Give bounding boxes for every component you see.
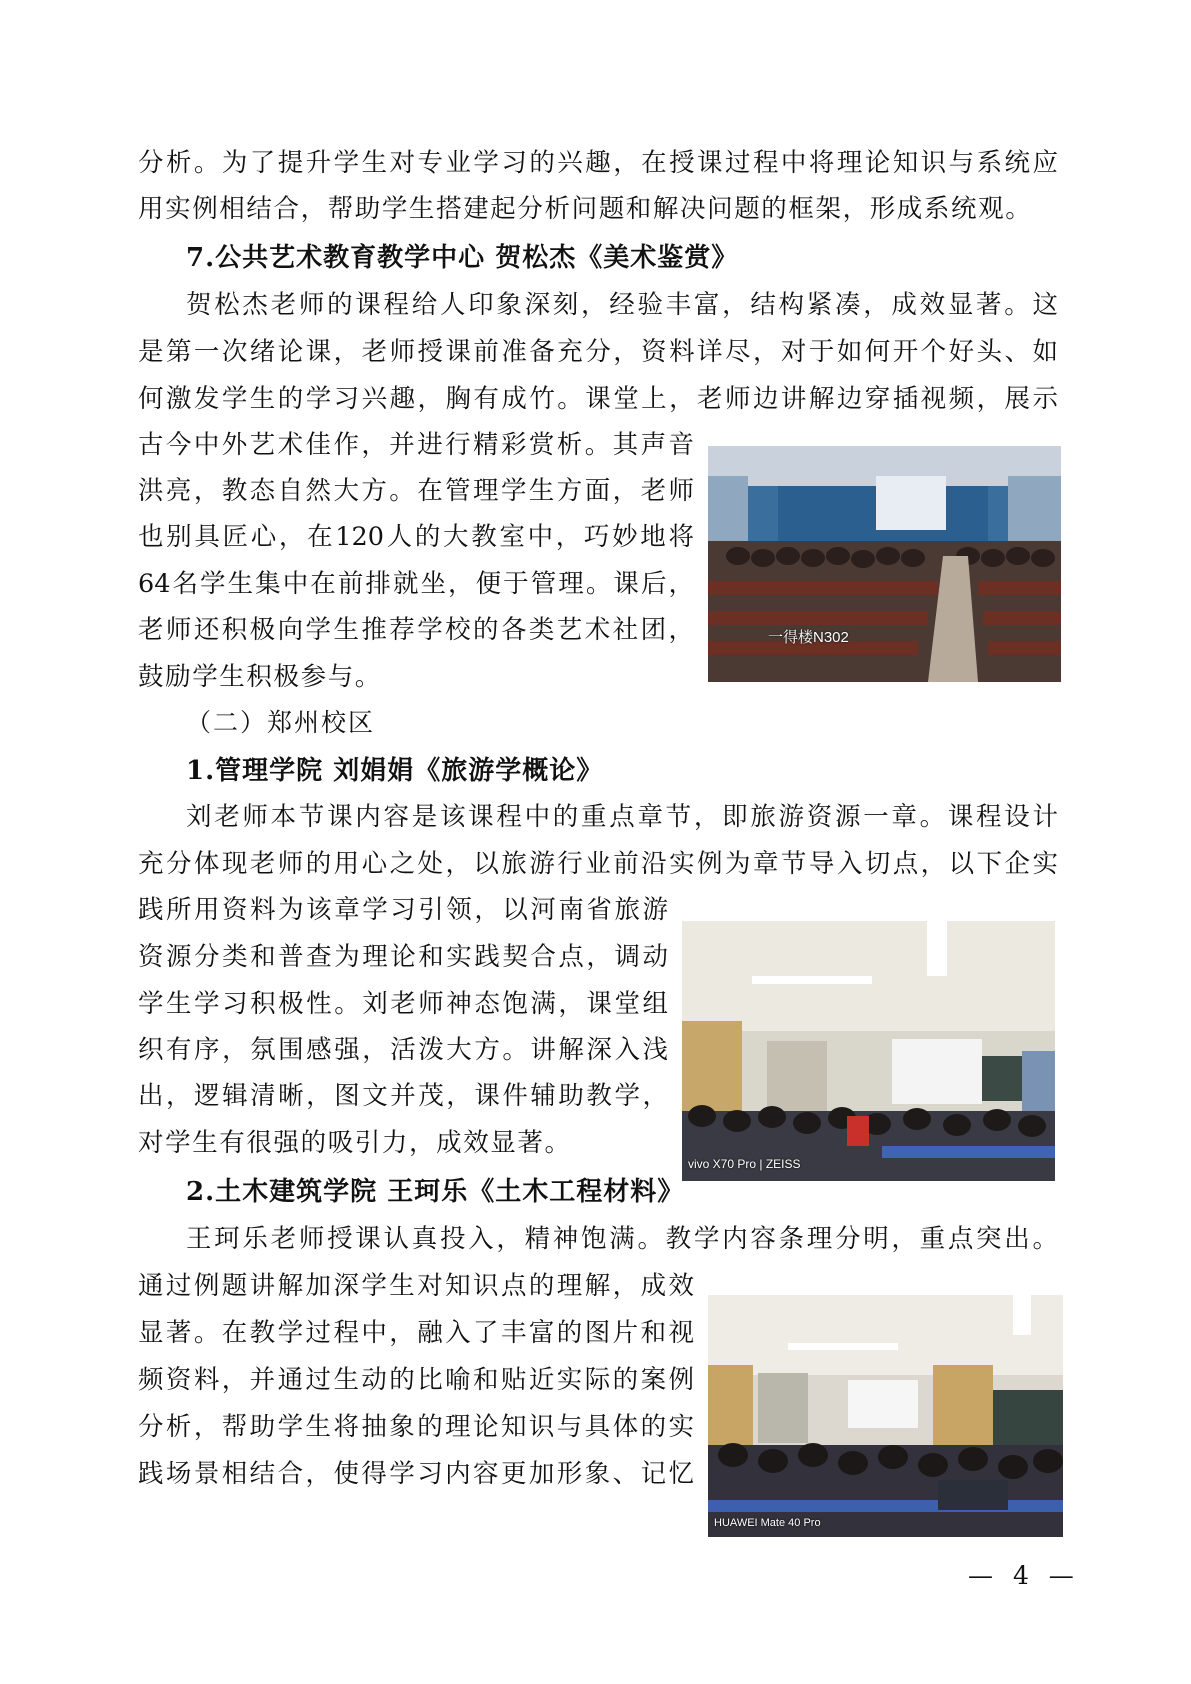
body-line: 也别具匠心，在120人的大教室中，巧妙地将 <box>138 522 694 552</box>
section-heading: 7.公共艺术教育教学中心 贺松杰《美术鉴赏》 <box>186 243 739 273</box>
body-line: 对学生有很强的吸引力，成效显著。 <box>138 1128 572 1158</box>
body-line: 分析，帮助学生将抽象的理论知识与具体的实 <box>138 1412 694 1442</box>
body-line: 显著。在教学过程中，融入了丰富的图片和视 <box>138 1318 694 1348</box>
body-line: 鼓励学生积极参与。 <box>138 662 382 692</box>
body-line: 64名学生集中在前排就坐，便于管理。课后， <box>138 569 694 599</box>
body-line: 学生学习积极性。刘老师神态饱满，课堂组 <box>138 989 668 1019</box>
body-line: 用实例相结合，帮助学生搭建起分析问题和解决问题的框架，形成系统观。 <box>138 194 1033 224</box>
classroom-photo-2 <box>682 921 1055 1181</box>
photo-caption: 一得楼N302 <box>768 629 849 646</box>
photo-caption: vivo X70 Pro | ZEISS <box>688 1157 801 1171</box>
body-line: 资源分类和普查为理论和实践契合点，调动 <box>138 942 668 972</box>
body-line: 践所用资料为该章学习引领，以河南省旅游 <box>138 895 668 925</box>
campus-subheading: （二）郑州校区 <box>186 708 376 737</box>
body-line: 何激发学生的学习兴趣，胸有成竹。课堂上，老师边讲解边穿插视频，展示 <box>138 384 1058 414</box>
body-line: 织有序，氛围感强，活泼大方。讲解深入浅 <box>138 1035 668 1065</box>
section-heading: 1.管理学院 刘娟娟《旅游学概论》 <box>186 756 604 786</box>
body-line: 分析。为了提升学生对专业学习的兴趣，在授课过程中将理论知识与系统应 <box>138 148 1058 178</box>
body-line: 通过例题讲解加深学生对知识点的理解，成效 <box>138 1271 694 1301</box>
body-line: 刘老师本节课内容是该课程中的重点章节，即旅游资源一章。课程设计 <box>186 802 1058 832</box>
body-line: 贺松杰老师的课程给人印象深刻，经验丰富，结构紧凑，成效显著。这 <box>186 290 1058 320</box>
body-line: 古今中外艺术佳作，并进行精彩赏析。其声音 <box>138 430 694 460</box>
body-line: 频资料，并通过生动的比喻和贴近实际的案例 <box>138 1365 694 1395</box>
body-line: 充分体现老师的用心之处，以旅游行业前沿实例为章节导入切点，以下企实 <box>138 849 1058 879</box>
body-line: 是第一次绪论课，老师授课前准备充分，资料详尽，对于如何开个好头、如 <box>138 337 1058 367</box>
photo-caption: HUAWEI Mate 40 Pro <box>714 1517 821 1529</box>
section-heading: 2.土木建筑学院 王珂乐《土木工程材料》 <box>186 1177 685 1207</box>
body-line: 王珂乐老师授课认真投入，精神饱满。教学内容条理分明，重点突出。 <box>186 1224 1058 1254</box>
body-line: 出，逻辑清晰，图文并茂，课件辅助教学， <box>138 1081 668 1111</box>
body-line: 洪亮，教态自然大方。在管理学生方面，老师 <box>138 476 694 506</box>
body-line: 老师还积极向学生推荐学校的各类艺术社团， <box>138 615 694 645</box>
page-number: — 4 — <box>968 1561 1080 1590</box>
body-line: 践场景相结合，使得学习内容更加形象、记忆 <box>138 1459 694 1489</box>
classroom-photo-1 <box>708 446 1061 682</box>
classroom-photo-3 <box>708 1295 1063 1537</box>
